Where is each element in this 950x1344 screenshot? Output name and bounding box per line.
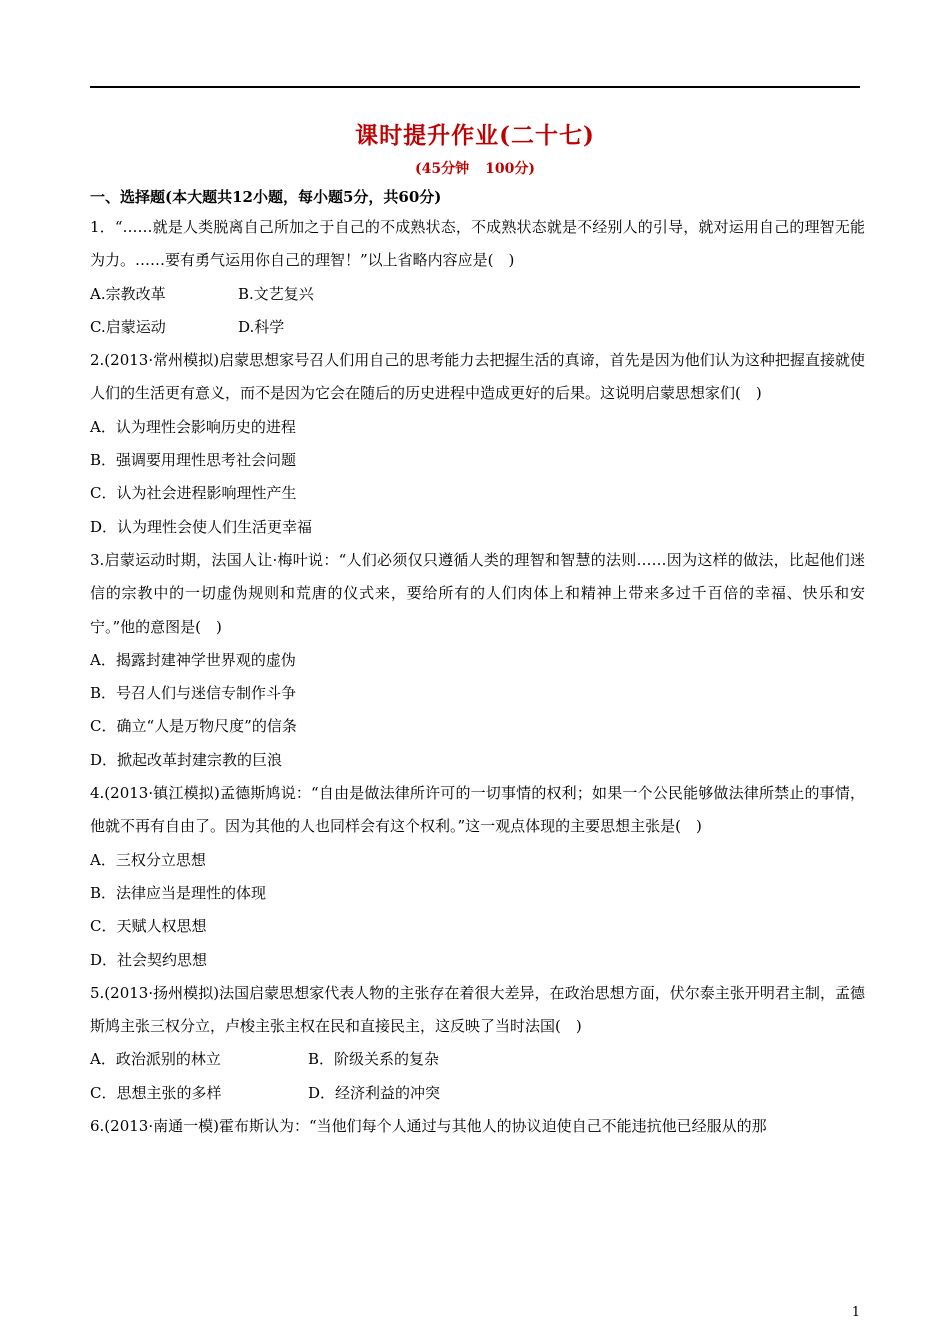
question-2-option-b: B．强调要用理性思考社会问题 — [90, 451, 297, 470]
question-3-stem: 3.启蒙运动时期，法国人让·梅叶说：“人们必须仅只遵循人类的理智和智慧的法则……因为这样的做法，比起他们迷信的宗教中的一切虚伪规则和荒唐的仪式来，要给所有的人们肉体上和精神上带来多过千百倍的幸福、快乐和安宁。”他的意图是( ) — [90, 550, 865, 636]
question-3-option-c: C．确立“人是万物尺度”的信条 — [90, 717, 297, 736]
question-list — [90, 183, 865, 1143]
question-1-option-a: A.宗教改革 — [90, 284, 166, 303]
question-1-option-c: C.启蒙运动 — [90, 317, 166, 336]
question-5-stem: 5.(2013·扬州模拟)法国启蒙思想家代表人物的主张存在着很大差异，在政治思想方面，伏尔泰主张开明君主制，孟德斯鸠主张三权分立，卢梭主张主权在民和直接民主，这反映了当时法国( ) — [90, 983, 865, 1036]
question-4-stem: 4.(2013·镇江模拟)孟德斯鸠说：“自由是做法律所许可的一切事情的权利；如果一个公民能够做法律所禁止的事情，他就不再有自由了。因为其他的人也同样会有这个权利。”这一观点体现的主要思想主张是( ) — [90, 784, 865, 836]
question-2-option-a: A．认为理性会影响历史的进程 — [90, 417, 296, 436]
question-1-option-b: B.文艺复兴 — [238, 284, 314, 303]
page-title: 课时提升作业(二十七) — [355, 122, 595, 149]
question-1-stem: 1．“……就是人类脱离自己所加之于自己的不成熟状态，不成熟状态就是不经别人的引导，就对运用自己的理智无能为力。……要有勇气运用你自己的理智！”以上省略内容应是( ) — [90, 218, 865, 270]
question-5-option-c: C．思想主张的多样 — [90, 1083, 222, 1102]
header-rule — [90, 86, 860, 88]
question-4-option-b: B．法律应当是理性的体现 — [90, 883, 267, 902]
question-1-options-row — [90, 278, 865, 311]
question-6-stem: 6.(2013·南通一模)霍布斯认为：“当他们每个人通过与其他人的协议迫使自己不能违抗他已经服从的那 — [90, 1117, 767, 1136]
question-5-option-d: D．经济利益的冲突 — [308, 1083, 441, 1102]
question-5-option-b: B．阶级关系的复杂 — [308, 1050, 440, 1069]
question-2-stem: 2.(2013·常州模拟)启蒙思想家号召人们用自己的思考能力去把握生活的真谛，首先是因为他们认为这种把握直接就使人们的生活更有意义，而不是因为它会在随后的历史进程中造成更好的后果。这说明启蒙思想家们( ) — [90, 351, 865, 403]
question-5-option-a: A．政治派别的林立 — [90, 1050, 221, 1069]
question-4-option-c: C．天赋人权思想 — [90, 917, 207, 936]
subtitle-time: (45分钟 — [415, 161, 470, 177]
question-2-option-c: C．认为社会进程影响理性产生 — [90, 484, 297, 503]
question-5-options-row — [90, 1043, 865, 1076]
question-3-option-b: B．号召人们与迷信专制作斗争 — [90, 684, 297, 703]
page-number: 1 — [851, 1305, 860, 1320]
question-4-option-d: D．社会契约思想 — [90, 950, 208, 969]
subtitle-score: 100分) — [485, 161, 535, 177]
section-heading: 一、选择题(本大题共12小题，每小题5分，共60分) — [90, 188, 442, 206]
question-5-options-row — [90, 1077, 865, 1110]
page-subtitle — [0, 158, 950, 178]
question-4-option-a: A．三权分立思想 — [90, 850, 206, 869]
question-1-option-d: D.科学 — [238, 317, 285, 336]
question-3-option-a: A．揭露封建神学世界观的虚伪 — [90, 650, 296, 669]
question-3-option-d: D．掀起改革封建宗教的巨浪 — [90, 750, 283, 769]
question-2-option-d: D．认为理性会使人们生活更幸福 — [90, 517, 313, 536]
question-1-options-row — [90, 311, 865, 344]
